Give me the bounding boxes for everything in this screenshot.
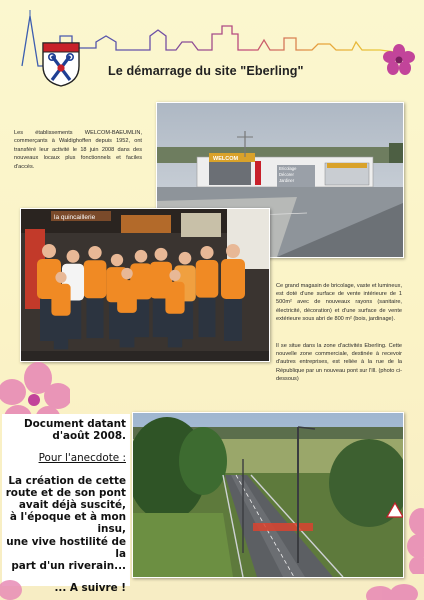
anecdote-callout [2,414,130,595]
anecdote-line: route et de son pont [5,486,126,499]
callout-line-1: Document datant [24,418,126,430]
road-bridge-photo [132,412,404,578]
pink-flower-icon [360,578,424,600]
anecdote-line: une vive hostilité de la [6,535,126,560]
staff-group-photo [20,208,270,362]
store-description-paragraph: Ce grand magasin de bricolage, vaste et lumineux, est doté d'une surface de vente intérieure de 1 500m² avec de nouveaux rayons (sanitaire, électricité, décoration) et d'une surface de vente extérieure sous abri de 800 m² (bois, jardinage). [276,283,402,322]
quincaillerie-sign: la quincaillerie [54,214,96,221]
to-be-continued: ... A suivre ! [54,582,126,595]
anecdote-label: Pour l'anecdote : [38,452,126,465]
intro-paragraph: Les établissements WELCOM-BAEUMLIN, commerçants à Waldighoffen depuis 1952, ont transféré leur activité le 18 juin 2008 dans des nouveaux locaux plus fonctionnels et faciles d'accès. [14,130,142,170]
page-title: Le démarrage du site "Eberling" [108,64,304,78]
coat-of-arms-icon [40,40,82,88]
anecdote-line: part d'un riverain... [11,560,126,573]
store-brand-sign: WELCOM [213,156,239,162]
callout-line-2: d'août 2008. [52,430,126,443]
anecdote-line: La création de cette [8,474,126,487]
anecdote-line: à l'époque et à mon insu, [9,511,126,536]
sign-bricolage: Bricolage [279,166,297,171]
sign-jardiner: Jardiner [279,178,295,183]
anecdote-line: avait déjà suscité, [18,499,126,512]
pink-flower-icon [395,508,424,574]
zone-description-paragraph: Il se situe dans la zone d'activités Eberling. Cette nouvelle zone commerciale, destinée à recevoir d'autres entreprises, est reliée à la rue de la République par un nouveau pont sur l'Ill. (photo ci-dessous) [276,343,402,382]
pink-flower-icon [0,574,28,600]
sign-decorer: Décorer [279,172,294,177]
